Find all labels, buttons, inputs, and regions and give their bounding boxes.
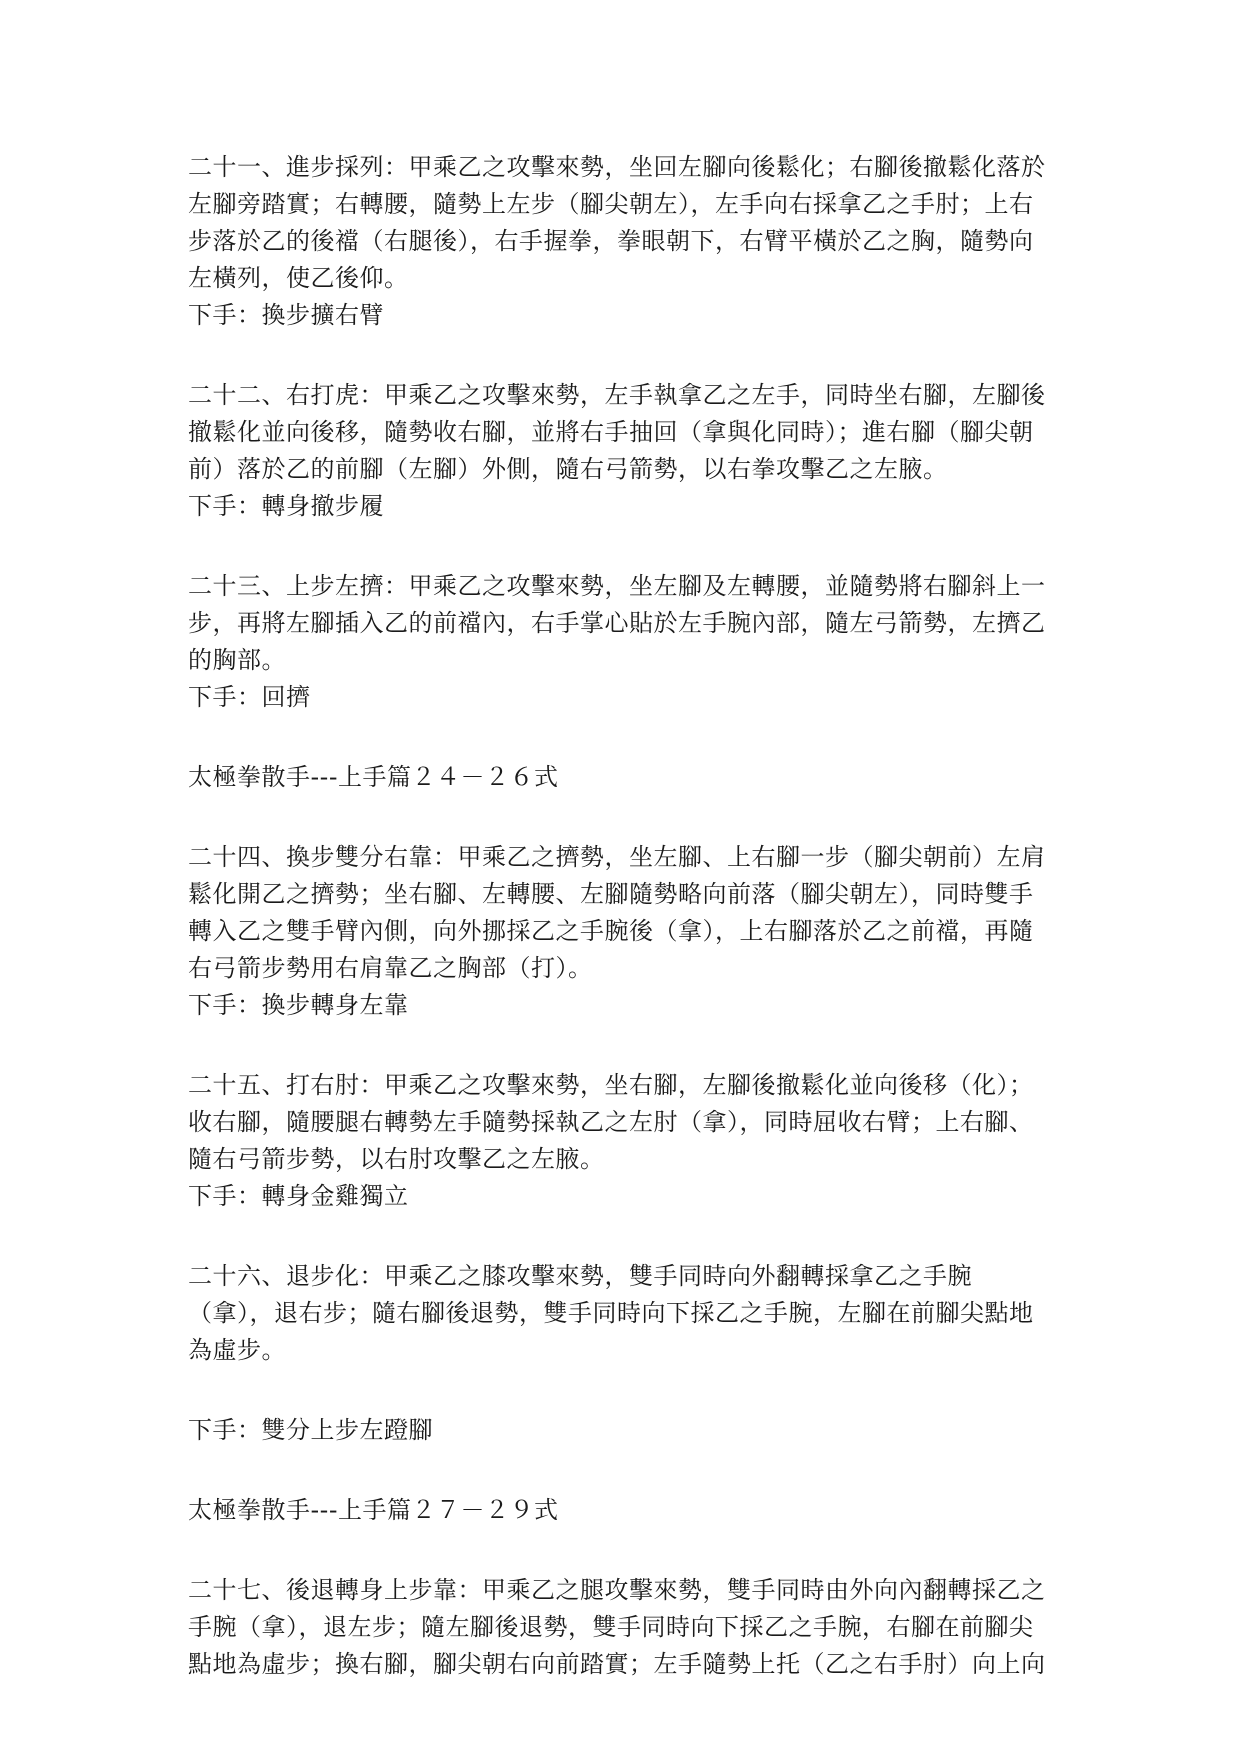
text-line: 步落於乙的後襠（右腿後），右手握拳，拳眼朝下，右臂平橫於乙之胸，隨勢向: [188, 227, 1034, 255]
response-line: 下手：回擠: [188, 683, 311, 711]
response-line: 下手：轉身金雞獨立: [188, 1182, 409, 1210]
document-body: [188, 149, 1058, 1683]
paragraph-23: [188, 568, 1058, 716]
text-line: 手腕（拿），退左步；隨左腳後退勢，雙手同時向下採乙之手腕，右腳在前腳尖: [188, 1613, 1034, 1641]
paragraph-25: [188, 1067, 1058, 1215]
text-line: 步，再將左腳插入乙的前襠內，右手掌心貼於左手腕內部，隨左弓箭勢，左擠乙: [188, 609, 1046, 637]
response-line: 下手：轉身撤步履: [188, 492, 384, 520]
text-line: 二十五、打右肘：甲乘乙之攻擊來勢，坐右腳，左腳後撤鬆化並向後移（化）；: [188, 1071, 1034, 1099]
text-line: 二十一、進步採列：甲乘乙之攻擊來勢，坐回左腳向後鬆化；右腳後撤鬆化落於: [188, 153, 1046, 181]
text-line: 二十四、換步雙分右靠：甲乘乙之擠勢，坐左腳、上右腳一步（腳尖朝前）左肩: [188, 843, 1046, 871]
section-heading: 太極拳散手---上手篇２７－２９式: [188, 1496, 559, 1524]
paragraph-22: [188, 377, 1058, 525]
paragraph-21: [188, 149, 1058, 334]
response-line: 下手：換步擴右臂: [188, 301, 384, 329]
text-line: 為虛步。: [188, 1336, 286, 1364]
text-line: 的胸部。: [188, 646, 286, 674]
text-line: 左腳旁踏實；右轉腰，隨勢上左步（腳尖朝左），左手向右採拿乙之手肘；上右: [188, 190, 1034, 218]
paragraph-27: [188, 1572, 1058, 1683]
text-line: 二十七、後退轉身上步靠：甲乘乙之腿攻擊來勢，雙手同時由外向內翻轉採乙之: [188, 1576, 1046, 1604]
paragraph-26: [188, 1258, 1058, 1369]
text-line: 二十三、上步左擠：甲乘乙之攻擊來勢，坐左腳及左轉腰，並隨勢將右腳斜上一: [188, 572, 1046, 600]
text-line: 撤鬆化並向後移，隨勢收右腳，並將右手抽回（拿與化同時）；進右腳（腳尖朝: [188, 418, 1034, 446]
text-line: 右弓箭步勢用右肩靠乙之胸部（打）。: [188, 954, 593, 982]
text-line: 鬆化開乙之擠勢；坐右腳、左轉腰、左腳隨勢略向前落（腳尖朝左），同時雙手: [188, 880, 1034, 908]
text-line: 前）落於乙的前腳（左腳）外側，隨右弓箭勢，以右拳攻擊乙之左腋。: [188, 455, 948, 483]
response-line: 下手：換步轉身左靠: [188, 991, 409, 1019]
text-line: 隨右弓箭步勢，以右肘攻擊乙之左腋。: [188, 1145, 605, 1173]
text-line: 轉入乙之雙手臂內側，向外挪採乙之手腕後（拿），上右腳落於乙之前襠，再隨: [188, 917, 1034, 945]
text-line: 左橫列，使乙後仰。: [188, 264, 409, 292]
text-line: 收右腳，隨腰腿右轉勢左手隨勢採執乙之左肘（拿），同時屈收右臂；上右腳、: [188, 1108, 1034, 1136]
text-line: 點地為虛步；換右腳，腳尖朝右向前踏實；左手隨勢上托（乙之右手肘）向上向: [188, 1650, 1046, 1678]
section-heading: 太極拳散手---上手篇２４－２６式: [188, 763, 559, 791]
response-line: 下手：雙分上步左蹬腳: [188, 1416, 433, 1444]
text-line: 二十二、右打虎：甲乘乙之攻擊來勢，左手執拿乙之左手，同時坐右腳，左腳後: [188, 381, 1046, 409]
text-line: 二十六、退步化：甲乘乙之膝攻擊來勢，雙手同時向外翻轉採拿乙之手腕: [188, 1262, 972, 1290]
paragraph-24: [188, 839, 1058, 1024]
text-line: （拿），退右步；隨右腳後退勢，雙手同時向下採乙之手腕，左腳在前腳尖點地: [188, 1299, 1034, 1327]
